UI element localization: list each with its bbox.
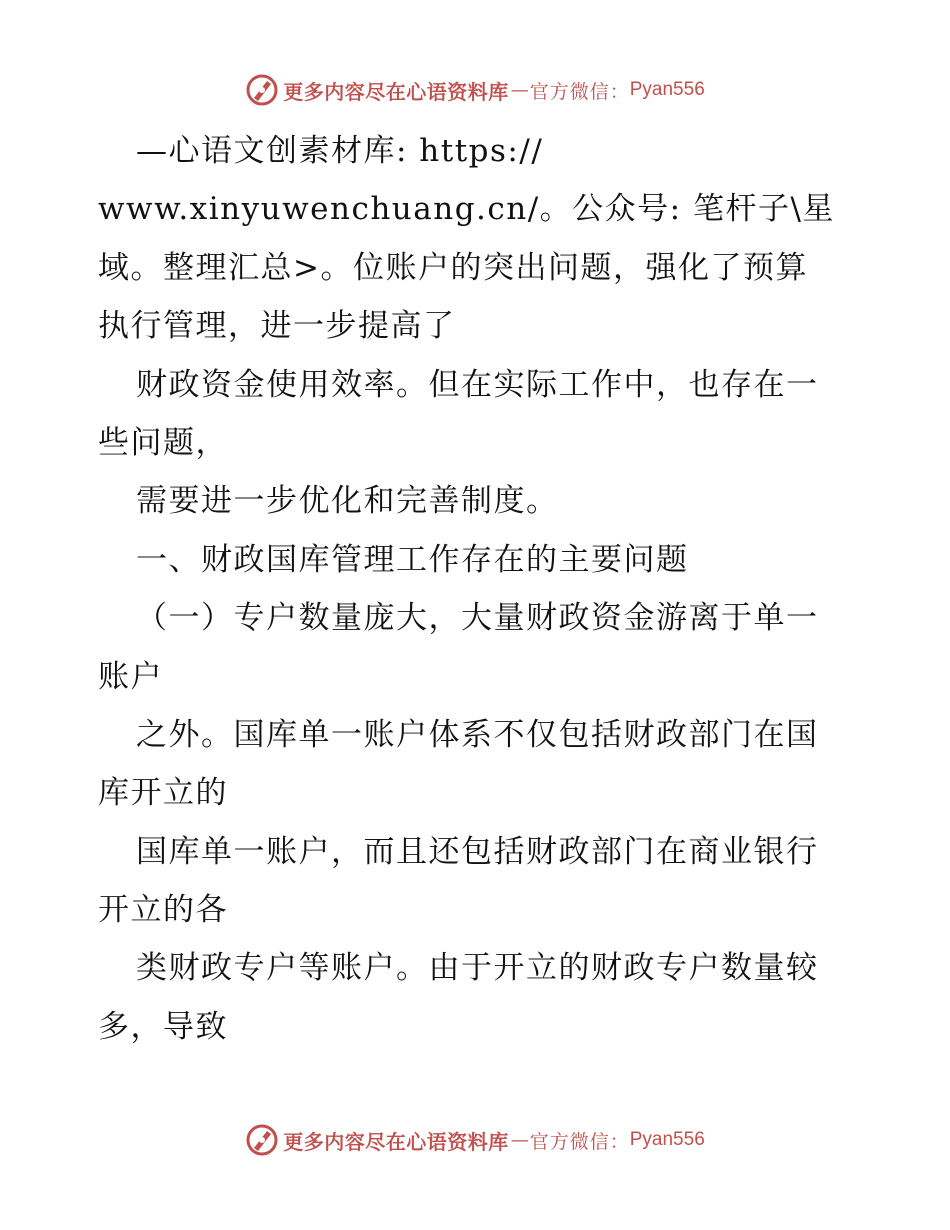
text-line: 账户 — [98, 658, 163, 695]
text-line: 域。整理汇总>。位账户的突出问题，强化了预算 — [98, 249, 808, 286]
banner-wechat-id: Pyan556 — [629, 79, 705, 100]
text-line: 国库单一账户，而且还包括财政部门在商业银行 — [136, 833, 819, 870]
text-line: （一）专户数量庞大，大量财政资金游离于单一 — [136, 600, 819, 637]
pen-logo-icon — [245, 73, 279, 107]
text-line: 需要进一步优化和完善制度。 — [136, 483, 559, 520]
header-banner — [0, 70, 950, 110]
text-line: 类财政专户等账户。由于开立的财政专户数量较 — [136, 950, 819, 987]
footer-banner — [0, 1120, 950, 1160]
banner-wechat-id: Pyan556 — [629, 1129, 705, 1150]
text-line: 一、财政国库管理工作存在的主要问题 — [136, 541, 689, 578]
text-line: 之外。国库单一账户体系不仅包括财政部门在国 — [136, 716, 819, 753]
text-line: 财政资金使用效率。但在实际工作中，也存在一 — [136, 366, 819, 403]
banner-dash: — — [510, 79, 528, 101]
text-line: 多，导致 — [98, 1008, 228, 1045]
pen-logo-icon — [245, 1123, 279, 1157]
document-body — [98, 122, 858, 1056]
banner-dash: — — [510, 1129, 528, 1151]
text-line: 些问题， — [98, 424, 228, 461]
banner-main-text: 更多内容尽在心语资料库 — [283, 79, 509, 104]
banner-official-label: 官方微信： — [529, 80, 630, 103]
banner-main-text: 更多内容尽在心语资料库 — [283, 1129, 509, 1154]
text-line: www.xinyuwenchuang.cn/。公众号: 笔杆子\星 — [98, 191, 835, 228]
text-line: 开立的各 — [98, 892, 228, 929]
text-line: 执行管理，进一步提高了 — [98, 308, 456, 345]
banner-official-label: 官方微信： — [529, 1130, 630, 1153]
text-line: —心语文创素材库: https:// — [136, 133, 544, 169]
text-line: 库开立的 — [98, 775, 228, 812]
